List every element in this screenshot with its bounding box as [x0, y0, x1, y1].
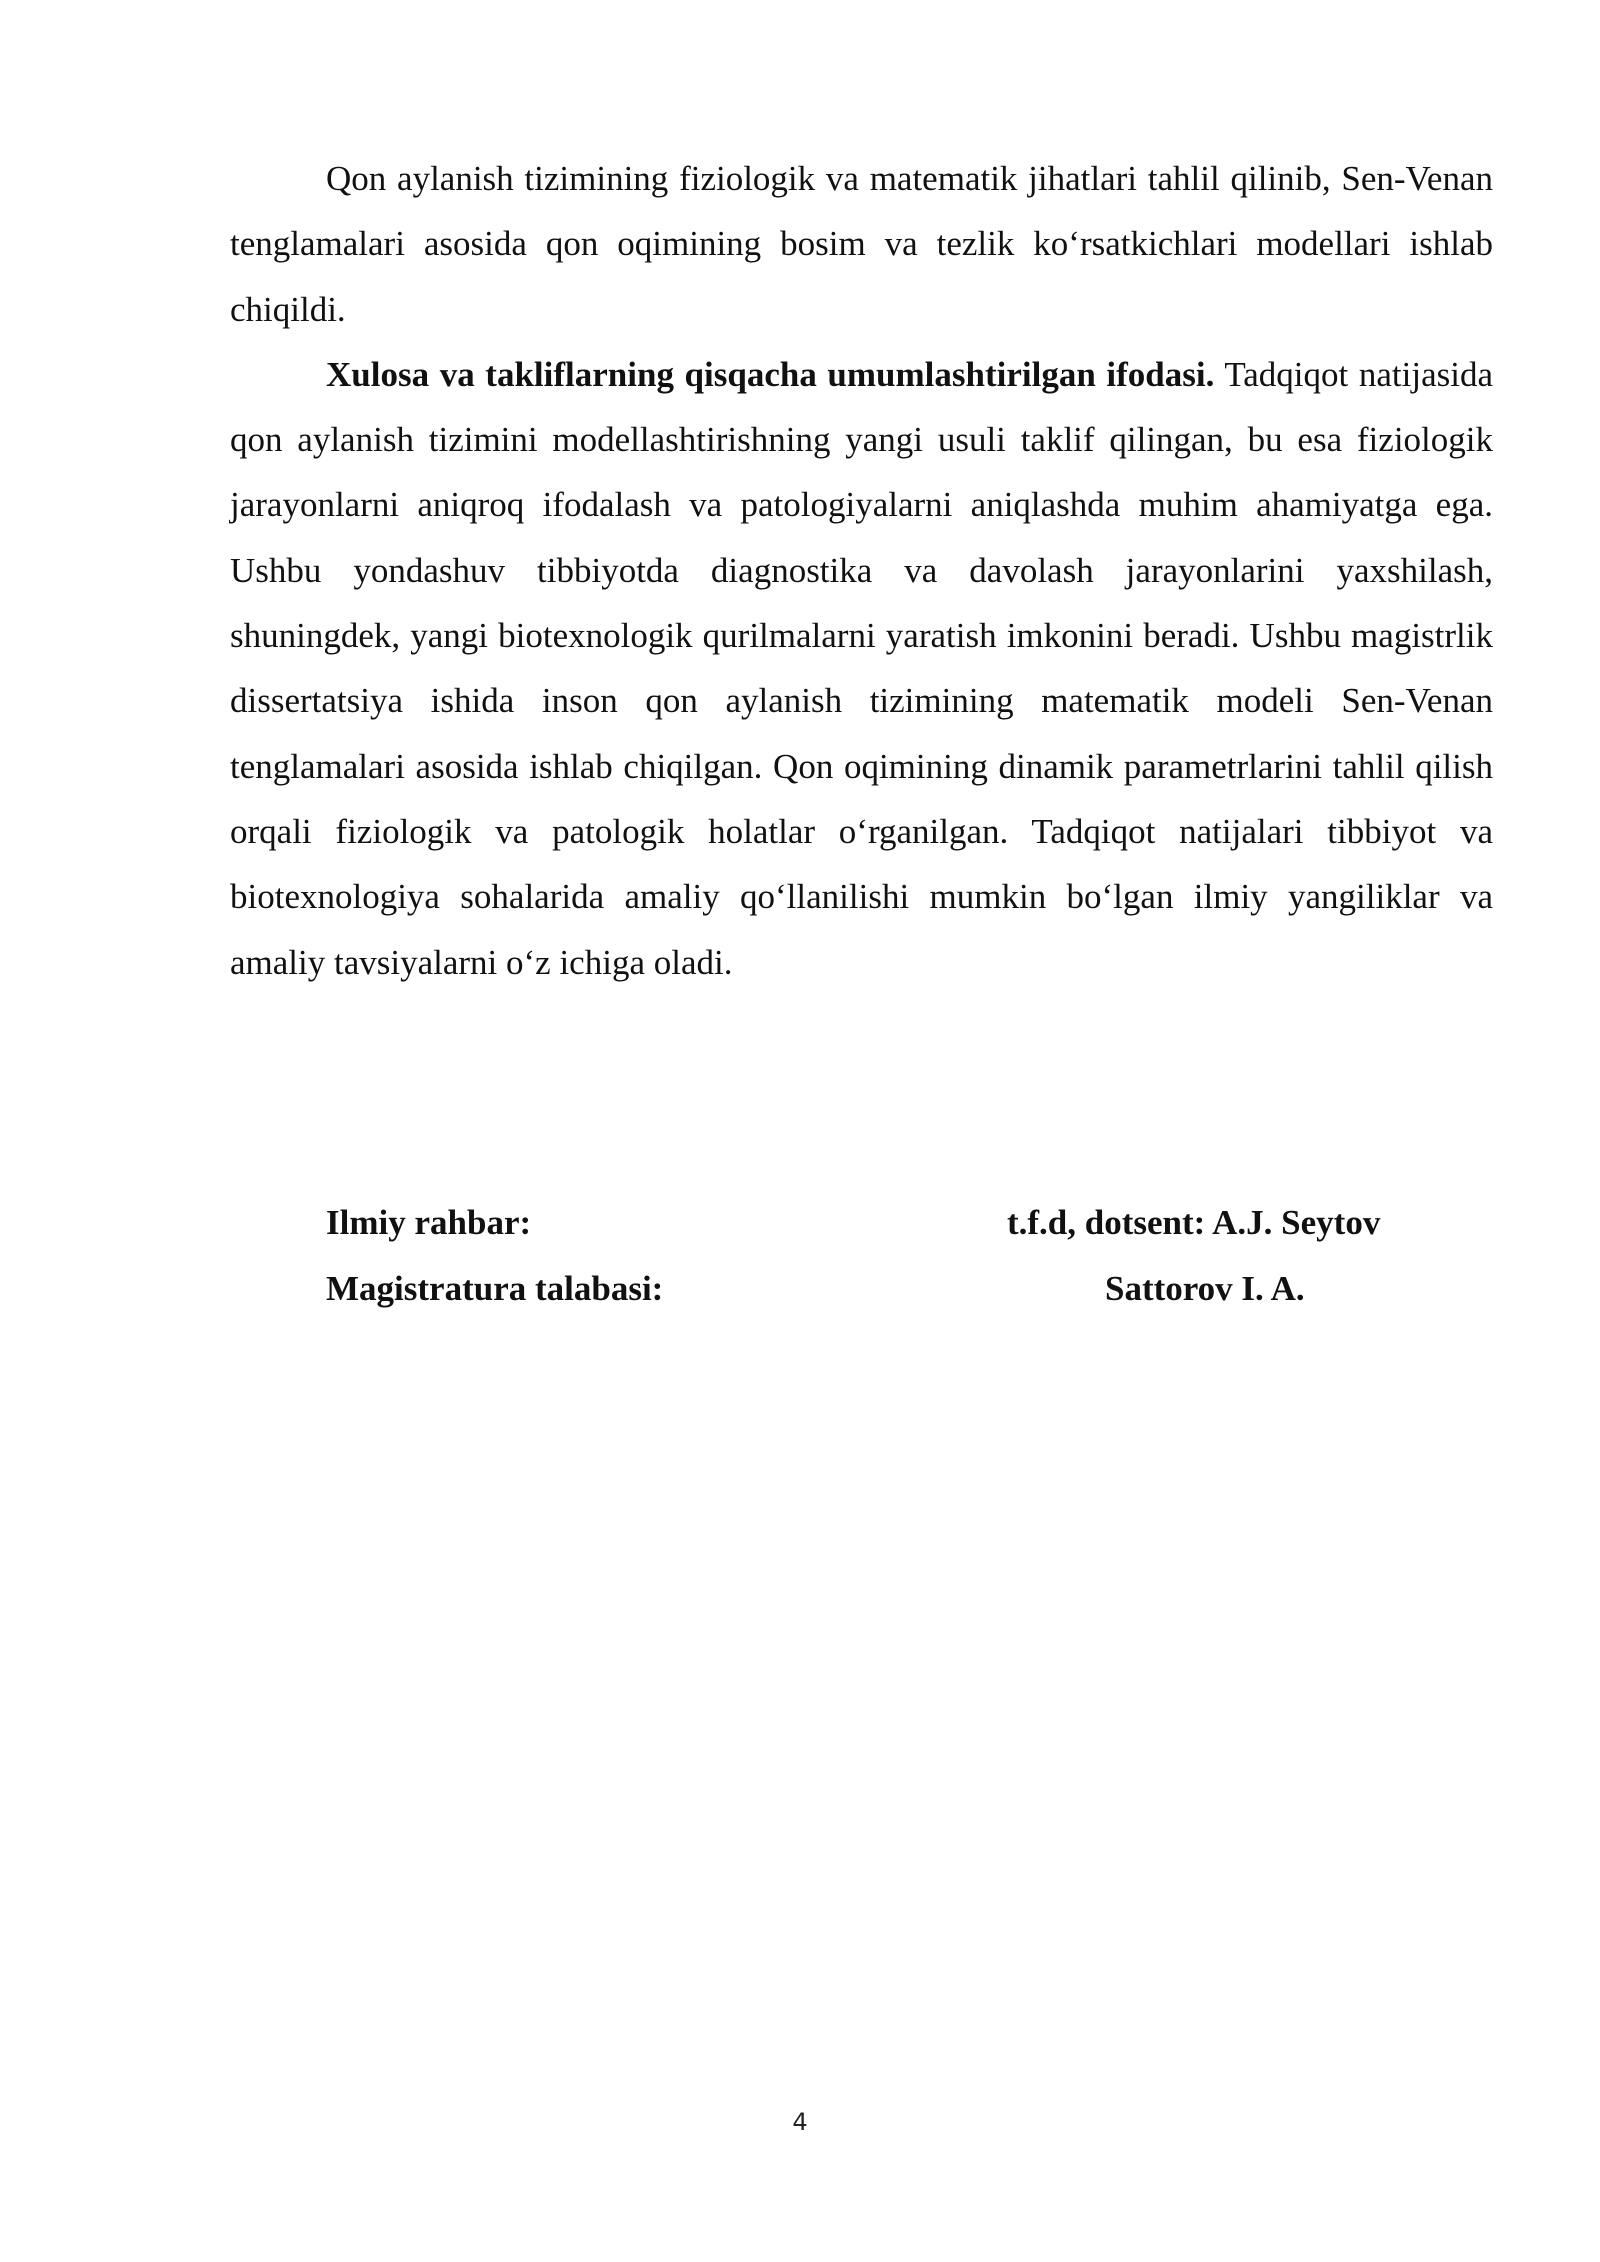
student-label: Magistratura talabasi:: [326, 1269, 664, 1308]
student-name: Sattorov I. A.: [1105, 1269, 1305, 1308]
paragraph-conclusions: [230, 342, 1493, 995]
advisor-signature-row: [326, 1190, 1426, 1256]
paragraph-methods-summary: [230, 146, 1493, 342]
advisor-name: t.f.d, dotsent: A.J. Seytov: [1007, 1203, 1381, 1242]
conclusions-heading: Xulosa va takliflarning qisqacha umumlashtirilgan ifodasi.: [326, 354, 1215, 394]
page-number: 4: [792, 2108, 808, 2136]
advisor-label: Ilmiy rahbar:: [326, 1203, 532, 1242]
paragraph-methods-text: Qon aylanish tizimining fiziologik va matematik jihatlari tahlil qilinib, Sen-Venan tenglamalari asosida qon oqimining bosim va tezlik koʻrsatkichlari modellari ishlab chiqildi.: [230, 159, 1493, 329]
document-body: [230, 146, 1493, 995]
student-signature-row: [326, 1256, 1426, 1322]
signature-block: [326, 1190, 1426, 1322]
conclusions-text: Tadqiqot natijasida qon aylanish tizimini modellashtirishning yangi usuli taklif qilingan, bu esa fiziologik jarayonlarni aniqroq ifodalash va patologiyalarni aniqlashda muhim ahamiyatga ega. Ushbu yondashuv tibbiyotda diagnostika va davolash jarayonlarini yaxshilash, shuningdek, yangi biotexnologik qurilmalarni yaratish imkonini beradi. Ushbu magistrlik dissertatsiya ishida inson qon aylanish tizimining matematik modeli Sen-Venan tenglamalari asosida ishlab chiqilgan. Qon oqimining dinamik parametrlarini tahlil qilish orqali fiziologik va patologik holatlar oʻrganilgan. Tadqiqot natijalari tibbiyot va biotexnologiya sohalarida amaliy qoʻllanilishi mumkin boʻlgan ilmiy yangiliklar va amaliy tavsiyalarni oʻz ichiga oladi.: [230, 354, 1493, 982]
